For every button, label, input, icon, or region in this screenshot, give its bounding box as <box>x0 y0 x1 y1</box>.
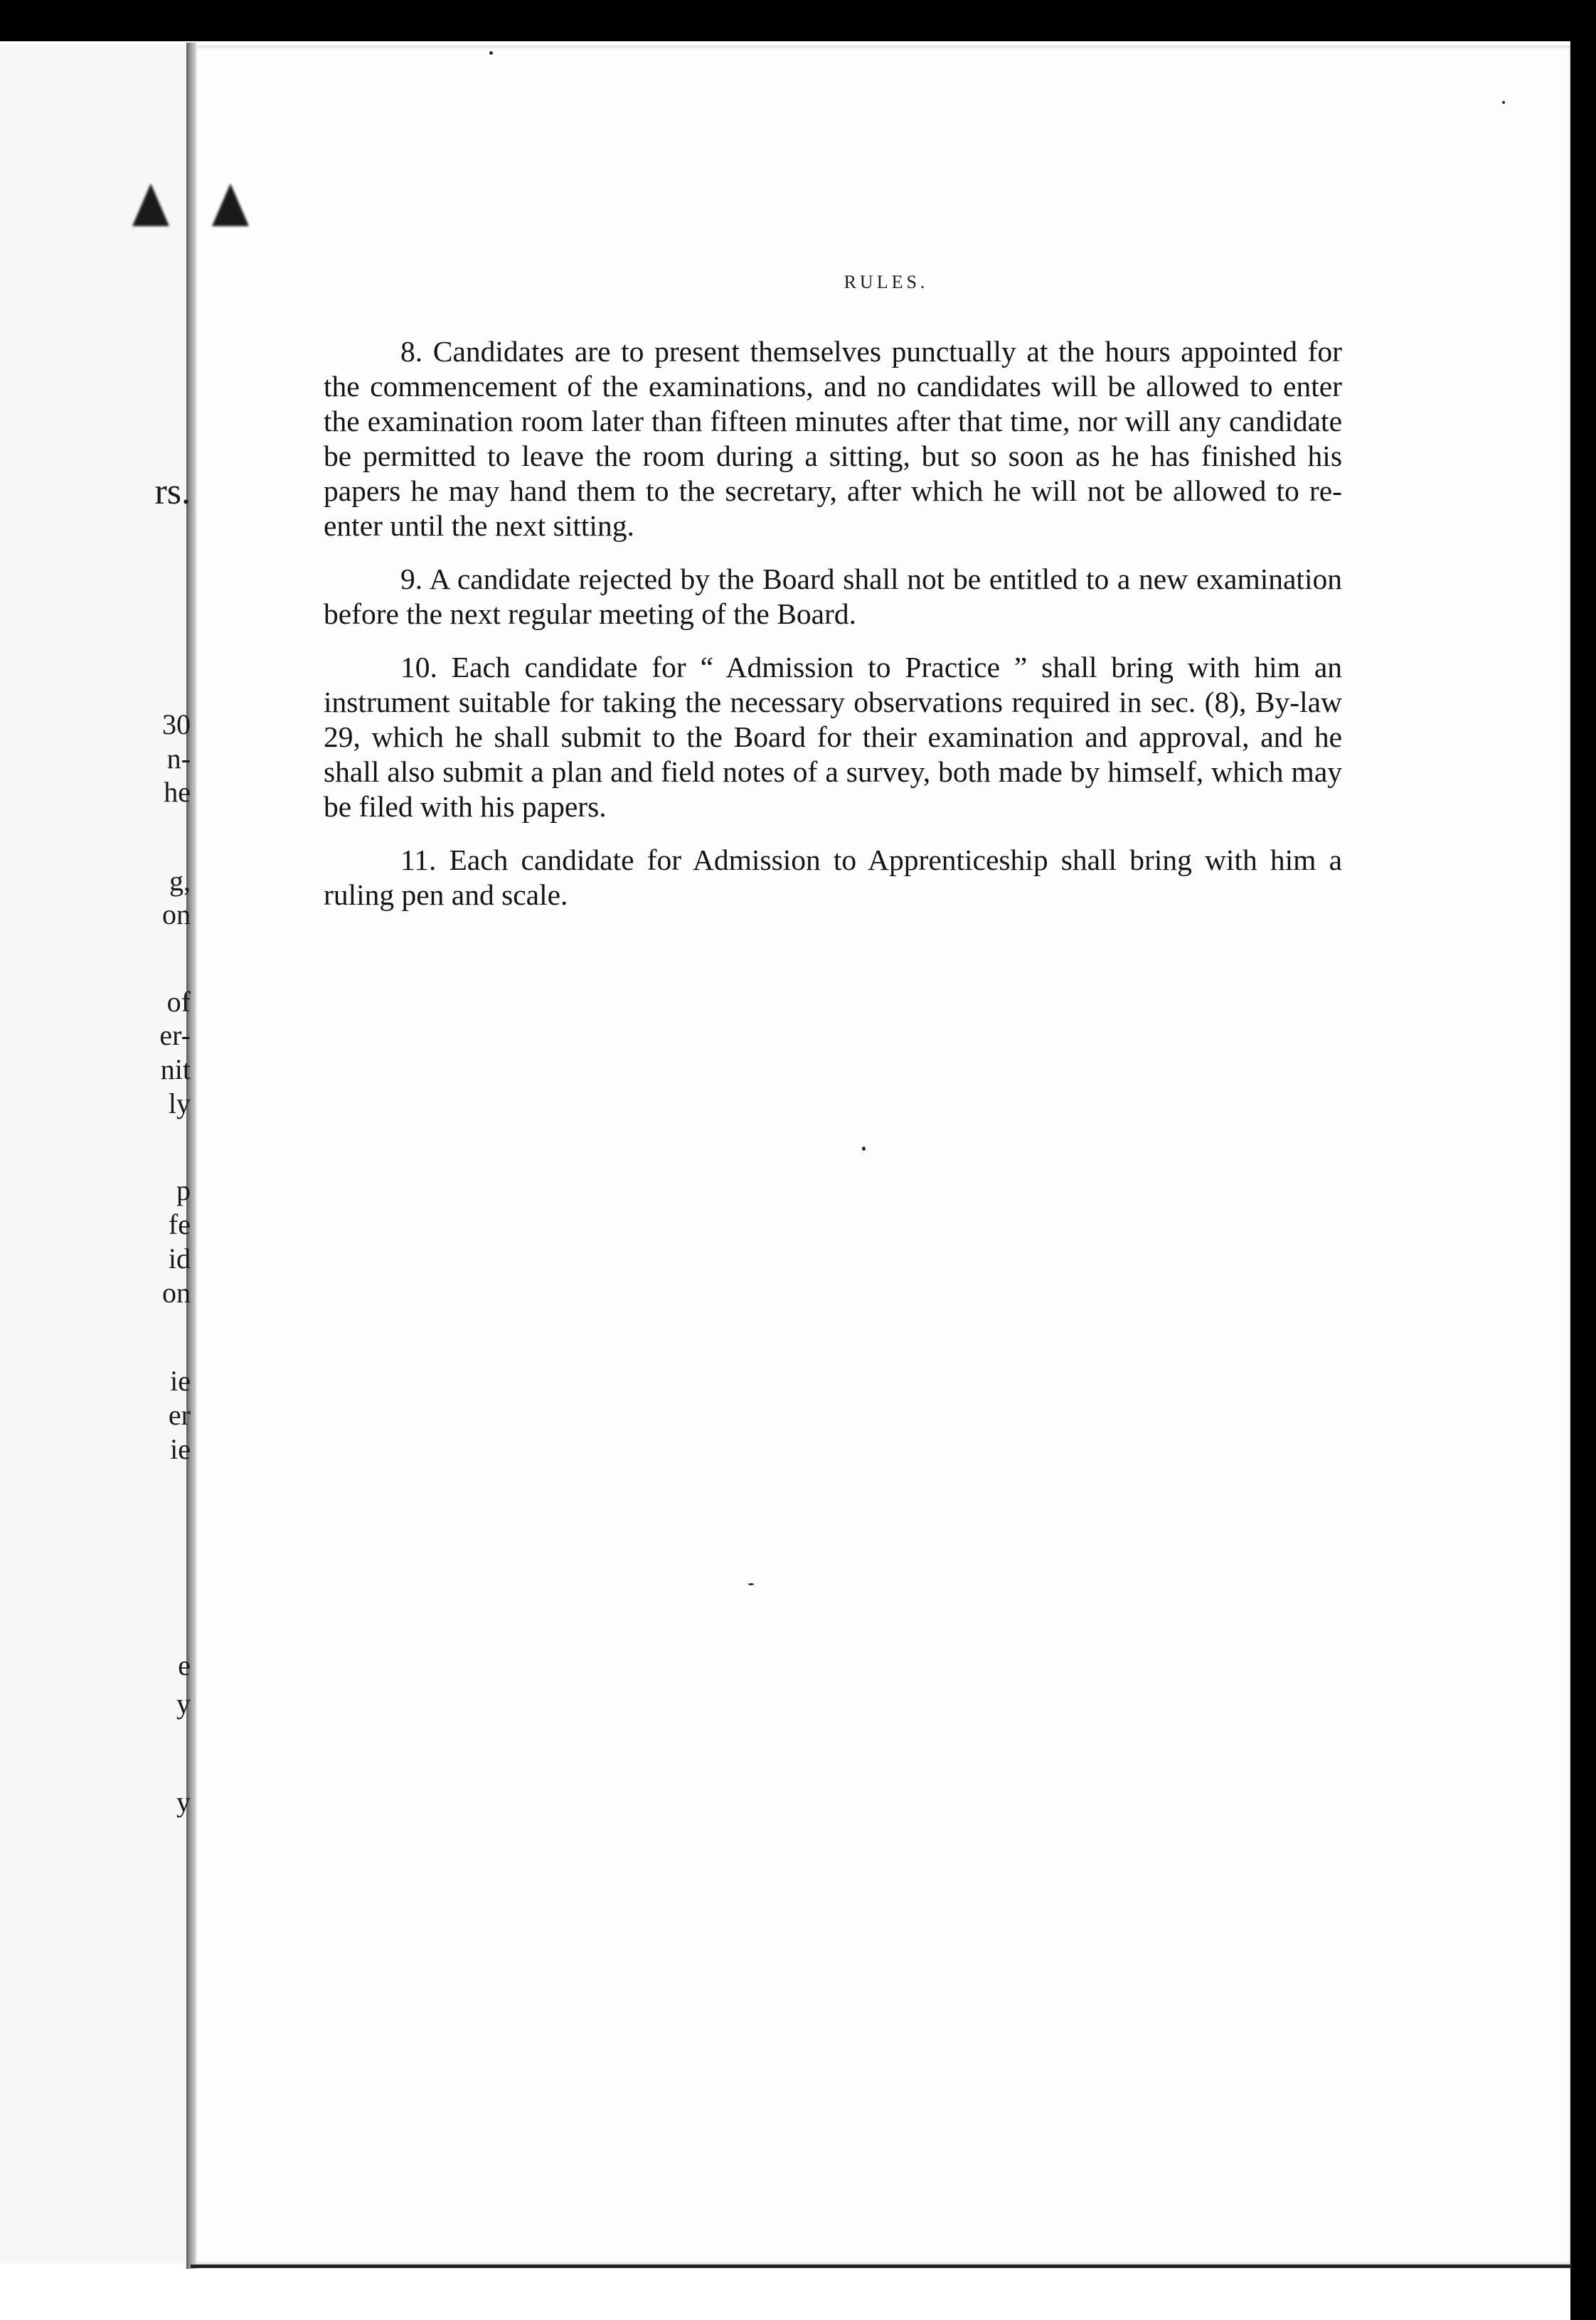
facing-text-fragment: on <box>162 1277 191 1309</box>
facing-text-fragment: he <box>164 776 191 808</box>
page-edge-right <box>1570 41 1596 2320</box>
facing-text-fragment: er- <box>159 1019 191 1051</box>
rule-paragraph-11: 11. Each candidate for Admission to Apprenticeship shall bring with him a ruling pen and scale. <box>324 844 1342 911</box>
facing-text-fragment: id <box>168 1243 191 1275</box>
rule-paragraph-9: 9. A candidate rejected by the Board shall not be entitled to a new examination before the next regular meeting of the Board. <box>324 563 1342 630</box>
facing-page-text <box>0 0 191 2276</box>
facing-text-fragment: fe <box>168 1208 191 1240</box>
page-edge-bottom <box>191 2265 1572 2268</box>
facing-text-fragment: e <box>178 1649 191 1681</box>
facing-text-fragment: g, <box>169 865 191 897</box>
facing-text-fragment: y <box>176 1688 191 1720</box>
facing-text-fragment: ie <box>170 1365 191 1397</box>
scan-speck <box>748 1583 754 1585</box>
facing-text-fragment: 30 <box>162 708 191 740</box>
rule-paragraph-10: 10. Each candidate for “ Admission to Practice ” shall bring with him an instrument suitable for taking the necessary observations required in sec. (8), By-law 29, which he shall submit to the Board for their examination and approval, and he shall also submit a plan and field notes of a survey, both made by himself, which may be filed with his papers. <box>324 651 1342 823</box>
scan-speck <box>489 51 493 55</box>
page-header: RULES. <box>844 272 929 292</box>
facing-text-fragment: p <box>176 1174 191 1206</box>
facing-text-fragment: ly <box>168 1087 191 1119</box>
scan-speck <box>862 1146 866 1151</box>
facing-text-fragment: on <box>162 898 191 930</box>
facing-text-fragment: ie <box>170 1433 191 1465</box>
rules-text <box>324 334 1342 931</box>
facing-text-fragment: of <box>166 986 191 1018</box>
rule-paragraph-8: 8. Candidates are to present themselves punctually at the hours appointed for the commencement of the examinations, and no candidates will be allowed to enter the examination room later than fifteen minutes after that time, nor will any candidate be permitted to leave the room during a sitting, but so soon as he has finished his papers he may hand them to the secretary, after which he will not be allowed to re-enter until the next sitting. <box>324 335 1342 542</box>
facing-text-fragment: y <box>176 1786 191 1818</box>
facing-text-fragment: er <box>168 1399 191 1431</box>
facing-text-fragment: rs. <box>154 472 191 512</box>
facing-text-fragment: nit <box>160 1053 191 1085</box>
binding-hole-mark-right <box>212 183 249 226</box>
facing-text-fragment: n- <box>166 743 191 775</box>
scan-speck <box>1502 101 1505 104</box>
